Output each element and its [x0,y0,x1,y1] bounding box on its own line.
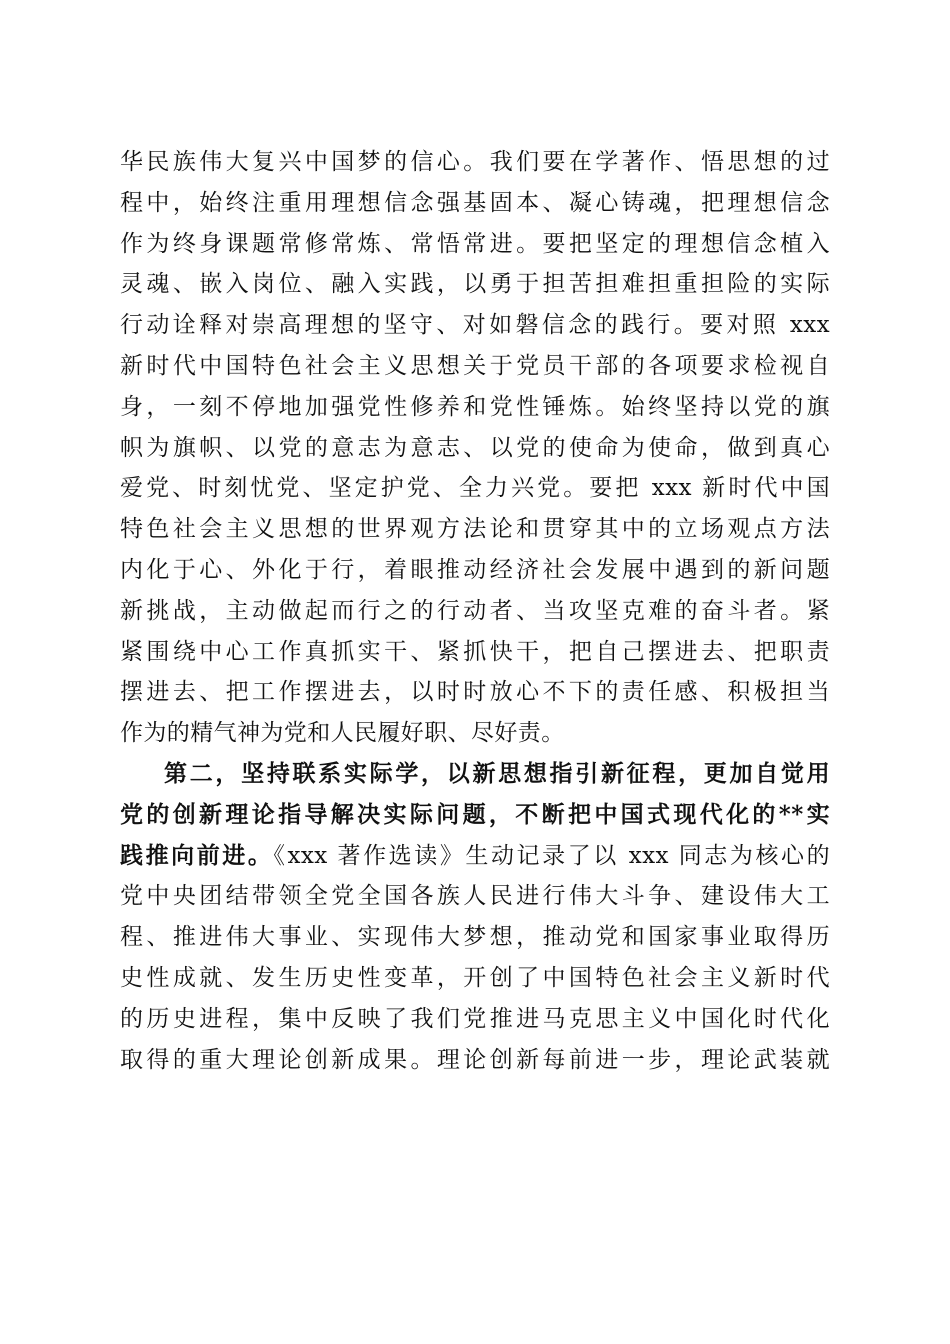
paragraph-2-heading-line: 第二，坚持联系实际学，以新思想指引新征程，更加自觉用 [164,759,830,787]
paragraph-1-line: 华民族伟大复兴中国梦的信心。我们要在学著作、悟思想的过 [120,149,830,175]
paragraph-2-heading-line: 党的创新理论指导解决实际问题，不断把中国式现代化的**实 [120,800,830,828]
paragraph-1-line: 程中，始终注重用理想信念强基固本、凝心铸魂，把理想信念 [120,189,830,216]
paragraph-1-line: 新挑战，主动做起而行之的行动者、当攻坚克难的奋斗者。紧 [120,597,830,624]
paragraph-1-line: 身，一刻不停地加强党性修养和党性锤炼。始终坚持以党的旗 [120,393,830,420]
paragraph-2-body-start: 《xxx 著作选读》生动记录了以 xxx 同志为核心的 [273,842,830,869]
paragraph-1-line: 新时代中国特色社会主义思想关于党员干部的各项要求检视自 [120,352,830,379]
paragraph-2-line: 程、推进伟大事业、实现伟大梦想，推动党和国家事业取得历 [120,924,830,951]
paragraph-1-line: 帜为旗帜、以党的意志为意志、以党的使命为使命，做到真心 [120,434,830,461]
paragraph-2-line: 的历史进程，集中反映了我们党推进马克思主义中国化时代化 [120,1005,830,1032]
paragraph-1-line: 作为的精气神为党和人民履好职、尽好责。 [120,720,565,747]
paragraph-2-mixed-line [120,836,830,877]
body-text [120,142,830,1080]
paragraph-1-line: 爱党、时刻忧党、坚定护党、全力兴党。要把 xxx 新时代中国 [120,475,830,502]
paragraph-1-line: 摆进去、把工作摆进去，以时时放心不下的责任感、积极担当 [120,679,830,706]
paragraph-2-line: 史性成就、发生历史性变革，开创了中国特色社会主义新时代 [120,964,830,991]
paragraph-1-line: 灵魂、嵌入岗位、融入实践，以勇于担苦担难担重担险的实际 [120,271,830,298]
paragraph-2-line: 党中央团结带领全党全国各族人民进行伟大斗争、建设伟大工 [120,883,830,910]
paragraph-2-heading-tail: 践推向前进。 [120,841,274,869]
paragraph-1-line: 紧围绕中心工作真抓实干、紧抓快干，把自己摆进去、把职责 [120,638,830,665]
paragraph-1-line: 行动诠释对崇高理想的坚守、对如磐信念的践行。要对照 xxx [120,312,830,339]
paragraph-1-line: 作为终身课题常修常炼、常悟常进。要把坚定的理想信念植入 [120,230,830,257]
paragraph-1-line: 特色社会主义思想的世界观方法论和贯穿其中的立场观点方法 [120,516,830,543]
paragraph-2-line: 取得的重大理论创新成果。理论创新每前进一步，理论武装就 [120,1046,830,1073]
paragraph-1-line: 内化于心、外化于行，着眼推动经济社会发展中遇到的新问题 [120,556,830,583]
